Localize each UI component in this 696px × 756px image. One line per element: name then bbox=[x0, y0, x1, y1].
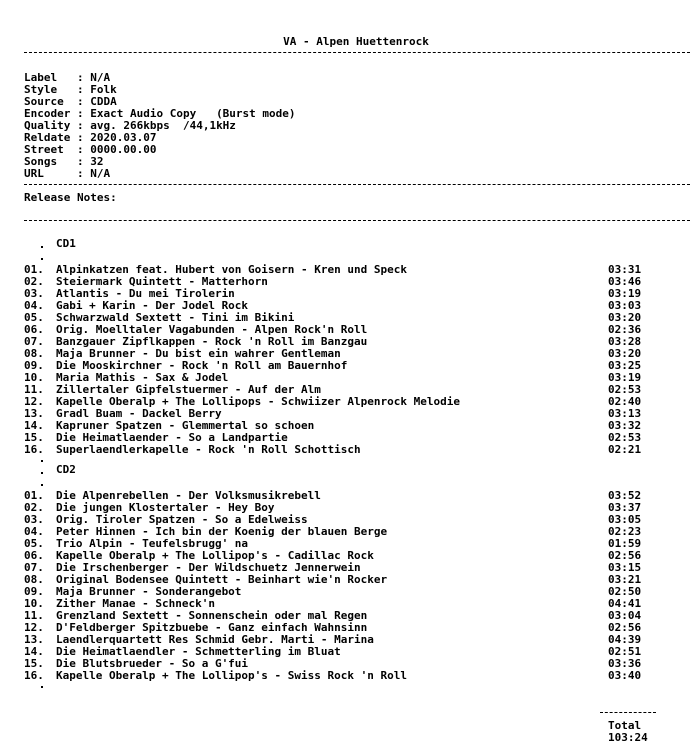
info-key: Street bbox=[24, 143, 71, 156]
document-title: VA - Alpen Huettenrock bbox=[283, 35, 429, 48]
track-row bbox=[24, 444, 641, 456]
track-duration: 02:21 bbox=[608, 443, 642, 456]
track-duration: 03:04 bbox=[608, 609, 642, 622]
track-duration: 03:46 bbox=[608, 275, 642, 288]
track-number: 09. bbox=[24, 585, 44, 598]
track-title: Alpinkatzen feat. Hubert von Goisern - Kren und Speck bbox=[56, 263, 407, 276]
track-duration: 03:52 bbox=[608, 489, 642, 502]
total-time: 103:24 bbox=[608, 731, 648, 744]
track-title: Kapruner Spatzen - Glemmertal so schoen bbox=[56, 419, 315, 432]
track-duration: 03:21 bbox=[608, 573, 642, 586]
track-number: 14. bbox=[24, 419, 44, 432]
track-number: 02. bbox=[24, 275, 44, 288]
track-duration: 04:39 bbox=[608, 633, 642, 646]
separator-top bbox=[24, 52, 690, 53]
track-duration: 02:53 bbox=[608, 383, 642, 396]
track-number: 04. bbox=[24, 525, 44, 538]
track-row bbox=[24, 670, 641, 682]
track-number: 03. bbox=[24, 513, 44, 526]
info-colon: : bbox=[76, 95, 91, 108]
release-notes-label: Release Notes: bbox=[24, 191, 117, 204]
info-colon: : bbox=[76, 155, 91, 168]
info-key: Songs bbox=[24, 155, 71, 168]
info-value: Exact Audio Copy (Burst mode) bbox=[90, 107, 296, 120]
track-duration: 03:25 bbox=[608, 359, 642, 372]
disc-header: CD1 bbox=[56, 237, 76, 250]
track-duration: 03:19 bbox=[608, 287, 642, 300]
track-title: Laendlerquartett Res Schmid Gebr. Marti - Marina bbox=[56, 633, 374, 646]
info-key: Reldate bbox=[24, 131, 71, 144]
track-duration: 03:19 bbox=[608, 371, 642, 384]
track-number: 06. bbox=[24, 549, 44, 562]
track-number: 11. bbox=[24, 383, 44, 396]
track-duration: 03:15 bbox=[608, 561, 642, 574]
total-label: Total bbox=[608, 719, 642, 732]
track-title: Maja Brunner - Du bist ein wahrer Gentleman bbox=[56, 347, 341, 360]
track-title: Die Mooskirchner - Rock 'n Roll am Bauernhof bbox=[56, 359, 348, 372]
track-number: 09. bbox=[24, 359, 44, 372]
info-value: N/A bbox=[90, 71, 111, 84]
track-title: Zillertaler Gipfelstuermer - Auf der Alm bbox=[56, 383, 321, 396]
track-number: 16. bbox=[24, 443, 44, 456]
info-colon: : bbox=[76, 167, 91, 180]
info-key: Encoder bbox=[24, 107, 71, 120]
disc-header: CD2 bbox=[56, 463, 76, 476]
track-title: Kapelle Oberalp + The Lollipop's - Cadillac Rock bbox=[56, 549, 374, 562]
dot-marker bbox=[41, 460, 43, 462]
track-title: Die jungen Klostertaler - Hey Boy bbox=[56, 501, 275, 514]
track-title: Kapelle Oberalp + The Lollipops - Schwiizer Alpenrock Melodie bbox=[56, 395, 460, 408]
track-duration: 02:56 bbox=[608, 621, 642, 634]
track-title: Banzgauer Zipflkappen - Rock 'n Roll im Banzgau bbox=[56, 335, 368, 348]
track-title: Zither Manae - Schneck'n bbox=[56, 597, 215, 610]
track-number: 14. bbox=[24, 645, 44, 658]
track-duration: 03:20 bbox=[608, 311, 642, 324]
track-duration: 02:53 bbox=[608, 431, 642, 444]
track-duration: 01:59 bbox=[608, 537, 642, 550]
track-title: Orig. Tiroler Spatzen - So a Edelweiss bbox=[56, 513, 308, 526]
dot-marker bbox=[41, 686, 43, 688]
info-row bbox=[24, 168, 110, 180]
dot-marker bbox=[41, 258, 43, 260]
track-number: 16. bbox=[24, 669, 44, 682]
info-value: Folk bbox=[90, 83, 117, 96]
track-title: Maja Brunner - Sonderangebot bbox=[56, 585, 242, 598]
info-colon: : bbox=[76, 143, 91, 156]
track-duration: 02:50 bbox=[608, 585, 642, 598]
info-value: N/A bbox=[90, 167, 111, 180]
track-duration: 03:37 bbox=[608, 501, 642, 514]
dot-marker bbox=[41, 472, 43, 474]
track-title: Kapelle Oberalp + The Lollipop's - Swiss Rock 'n Roll bbox=[56, 669, 407, 682]
track-number: 11. bbox=[24, 609, 44, 622]
separator-notes bbox=[24, 220, 690, 221]
track-number: 10. bbox=[24, 597, 44, 610]
track-duration: 03:05 bbox=[608, 513, 642, 526]
info-key: Source bbox=[24, 95, 71, 108]
track-number: 07. bbox=[24, 561, 44, 574]
track-duration: 03:31 bbox=[608, 263, 642, 276]
track-title: Orig. Moelltaler Vagabunden - Alpen Rock'n Roll bbox=[56, 323, 368, 336]
info-key: Quality bbox=[24, 119, 71, 132]
track-number: 12. bbox=[24, 621, 44, 634]
track-number: 04. bbox=[24, 299, 44, 312]
track-title: Grenzland Sextett - Sonnenschein oder mal Regen bbox=[56, 609, 368, 622]
track-title: Die Heimatlaender - So a Landpartie bbox=[56, 431, 288, 444]
track-number: 05. bbox=[24, 537, 44, 550]
track-title: Trio Alpin - Teufelsbrugg' na bbox=[56, 537, 249, 550]
info-key: Style bbox=[24, 83, 71, 96]
track-number: 01. bbox=[24, 489, 44, 502]
track-number: 02. bbox=[24, 501, 44, 514]
track-title: Die Blutsbrueder - So a G'fui bbox=[56, 657, 249, 670]
separator-info bbox=[24, 184, 690, 185]
track-duration: 02:51 bbox=[608, 645, 642, 658]
track-number: 06. bbox=[24, 323, 44, 336]
track-duration: 03:40 bbox=[608, 669, 642, 682]
dot-marker bbox=[41, 484, 43, 486]
track-number: 13. bbox=[24, 407, 44, 420]
track-title: Superlaendlerkapelle - Rock 'n Roll Schottisch bbox=[56, 443, 361, 456]
info-value: avg. 266kbps /44,1kHz bbox=[90, 119, 236, 132]
track-title: Peter Hinnen - Ich bin der Koenig der blauen Berge bbox=[56, 525, 388, 538]
info-value: 0000.00.00 bbox=[90, 143, 157, 156]
track-duration: 04:41 bbox=[608, 597, 642, 610]
track-number: 08. bbox=[24, 573, 44, 586]
track-duration: 03:32 bbox=[608, 419, 642, 432]
info-colon: : bbox=[76, 131, 91, 144]
track-duration: 02:56 bbox=[608, 549, 642, 562]
track-title: Maria Mathis - Sax & Jodel bbox=[56, 371, 229, 384]
track-number: 13. bbox=[24, 633, 44, 646]
track-number: 03. bbox=[24, 287, 44, 300]
track-number: 15. bbox=[24, 657, 44, 670]
total-rule bbox=[600, 712, 656, 713]
track-number: 12. bbox=[24, 395, 44, 408]
track-number: 15. bbox=[24, 431, 44, 444]
track-title: D'Feldberger Spitzbuebe - Ganz einfach Wahnsinn bbox=[56, 621, 368, 634]
track-title: Steiermark Quintett - Matterhorn bbox=[56, 275, 268, 288]
track-title: Original Bodensee Quintett - Beinhart wie'n Rocker bbox=[56, 573, 388, 586]
track-duration: 03:36 bbox=[608, 657, 642, 670]
track-number: 01. bbox=[24, 263, 44, 276]
info-colon: : bbox=[76, 119, 91, 132]
track-duration: 02:23 bbox=[608, 525, 642, 538]
track-duration: 03:28 bbox=[608, 335, 642, 348]
track-number: 08. bbox=[24, 347, 44, 360]
track-number: 05. bbox=[24, 311, 44, 324]
info-key: URL bbox=[24, 167, 71, 180]
dot-marker bbox=[41, 246, 43, 248]
info-value: 2020.03.07 bbox=[90, 131, 157, 144]
track-title: Die Alpenrebellen - Der Volksmusikrebell bbox=[56, 489, 321, 502]
info-colon: : bbox=[76, 107, 91, 120]
info-key: Label bbox=[24, 71, 71, 84]
track-duration: 02:40 bbox=[608, 395, 642, 408]
info-value: 32 bbox=[90, 155, 104, 168]
track-title: Die Heimatlaendler - Schmetterling im Bluat bbox=[56, 645, 341, 658]
info-colon: : bbox=[76, 71, 91, 84]
track-duration: 02:36 bbox=[608, 323, 642, 336]
info-value: CDDA bbox=[90, 95, 117, 108]
track-number: 07. bbox=[24, 335, 44, 348]
track-title: Die Irschenberger - Der Wildschuetz Jennerwein bbox=[56, 561, 361, 574]
track-duration: 03:13 bbox=[608, 407, 642, 420]
track-title: Atlantis - Du mei Tirolerin bbox=[56, 287, 235, 300]
track-title: Gradl Buam - Dackel Berry bbox=[56, 407, 222, 420]
info-colon: : bbox=[76, 83, 91, 96]
track-title: Gabi + Karin - Der Jodel Rock bbox=[56, 299, 249, 312]
track-duration: 03:20 bbox=[608, 347, 642, 360]
track-number: 10. bbox=[24, 371, 44, 384]
track-title: Schwarzwald Sextett - Tini im Bikini bbox=[56, 311, 295, 324]
track-duration: 03:03 bbox=[608, 299, 642, 312]
